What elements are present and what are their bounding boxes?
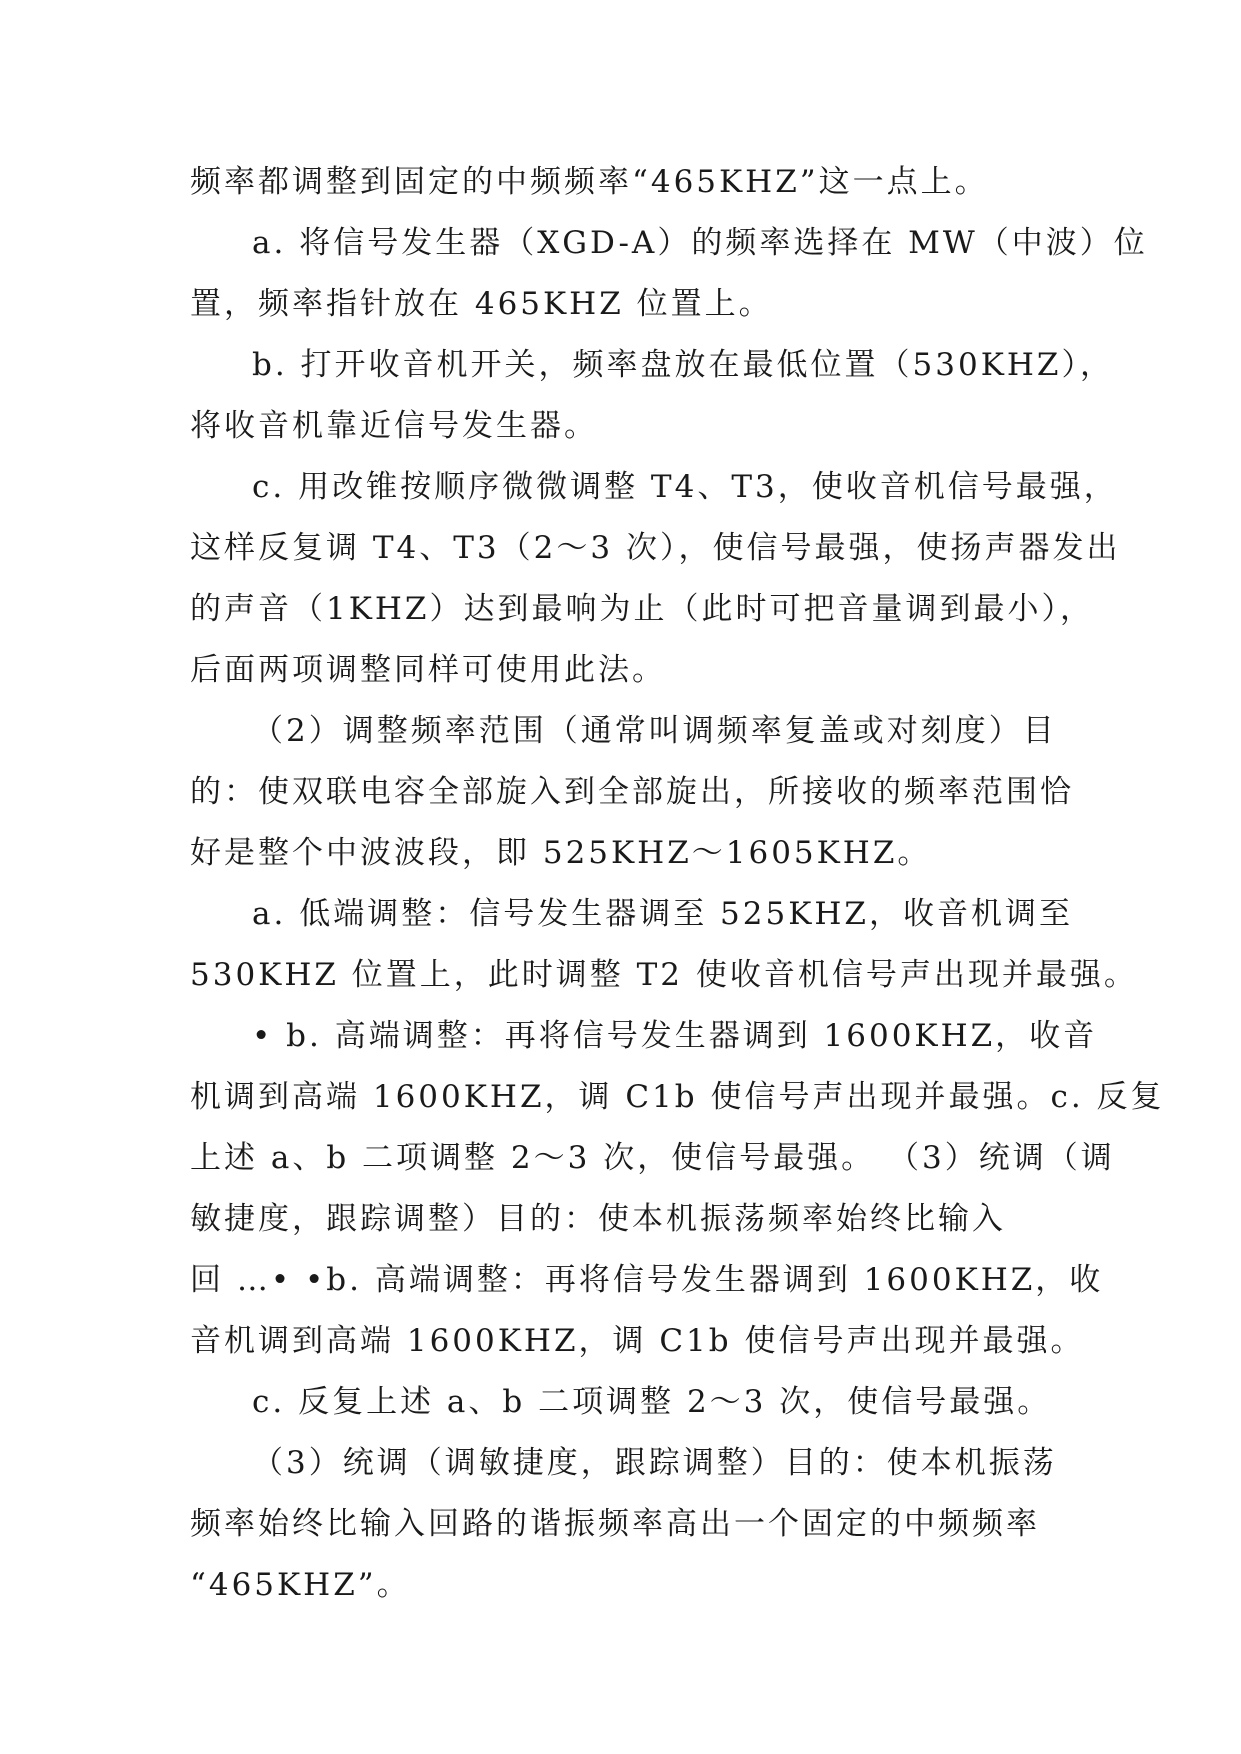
text-line-5: 将收音机靠近信号发生器。 (190, 408, 598, 444)
text-line-23: 频率始终比输入回路的谐振频率高出一个固定的中频频率 (190, 1506, 1040, 1542)
text-line-16: 机调到高端 1600KHZ，调 C1b 使信号声出现并最强。c. 反复 (190, 1079, 1165, 1115)
text-line-13: a. 低端调整：信号发生器调至 525KHZ，收音机调至 (252, 896, 1073, 932)
text-line-3: 置，频率指针放在 465KHZ 位置上。 (190, 286, 773, 322)
text-line-14: 530KHZ 位置上，此时调整 T2 使收音机信号声出现并最强。 (190, 957, 1138, 993)
text-line-7: 这样反复调 T4、T3（2～3 次），使信号最强，使扬声器发出 (190, 530, 1121, 566)
text-line-8: 的声音（1KHZ）达到最响为止（此时可把音量调到最小）， (190, 591, 1094, 627)
text-line-20: 音机调到高端 1600KHZ，调 C1b 使信号声出现并最强。 (190, 1323, 1085, 1359)
text-line-21: c. 反复上述 a、b 二项调整 2～3 次，使信号最强。 (252, 1384, 1052, 1420)
text-line-6: c. 用改锥按顺序微微调整 T4、T3，使收音机信号最强， (252, 469, 1118, 505)
text-line-15: • b. 高端调整：再将信号发生器调到 1600KHZ，收音 (252, 1018, 1098, 1054)
text-line-12: 好是整个中波波段，即 525KHZ～1605KHZ。 (190, 835, 932, 871)
text-line-22: （3）统调（调敏捷度，跟踪调整）目的：使本机振荡 (252, 1445, 1057, 1481)
text-line-19: 回 …• •b. 高端调整：再将信号发生器调到 1600KHZ，收 (190, 1262, 1104, 1298)
text-line-4: b. 打开收音机开关，频率盘放在最低位置（530KHZ）， (252, 347, 1114, 383)
text-line-18: 敏捷度，跟踪调整）目的：使本机振荡频率始终比输入 (190, 1201, 1006, 1237)
text-line-9: 后面两项调整同样可使用此法。 (190, 652, 666, 688)
text-line-10: （2）调整频率范围（通常叫调频率复盖或对刻度）目 (252, 713, 1057, 749)
text-line-17: 上述 a、b 二项调整 2～3 次，使信号最强。 （3）统调（调 (190, 1140, 1115, 1176)
text-line-11: 的：使双联电容全部旋入到全部旋出，所接收的频率范围恰 (190, 774, 1074, 810)
text-line-2: a. 将信号发生器（XGD-A）的频率选择在 MW（中波）位 (252, 225, 1148, 261)
body-text (190, 152, 1165, 1616)
text-line-1: 频率都调整到固定的中频频率“465KHZ”这一点上。 (190, 164, 989, 200)
text-line-24: “465KHZ”。 (190, 1567, 411, 1603)
